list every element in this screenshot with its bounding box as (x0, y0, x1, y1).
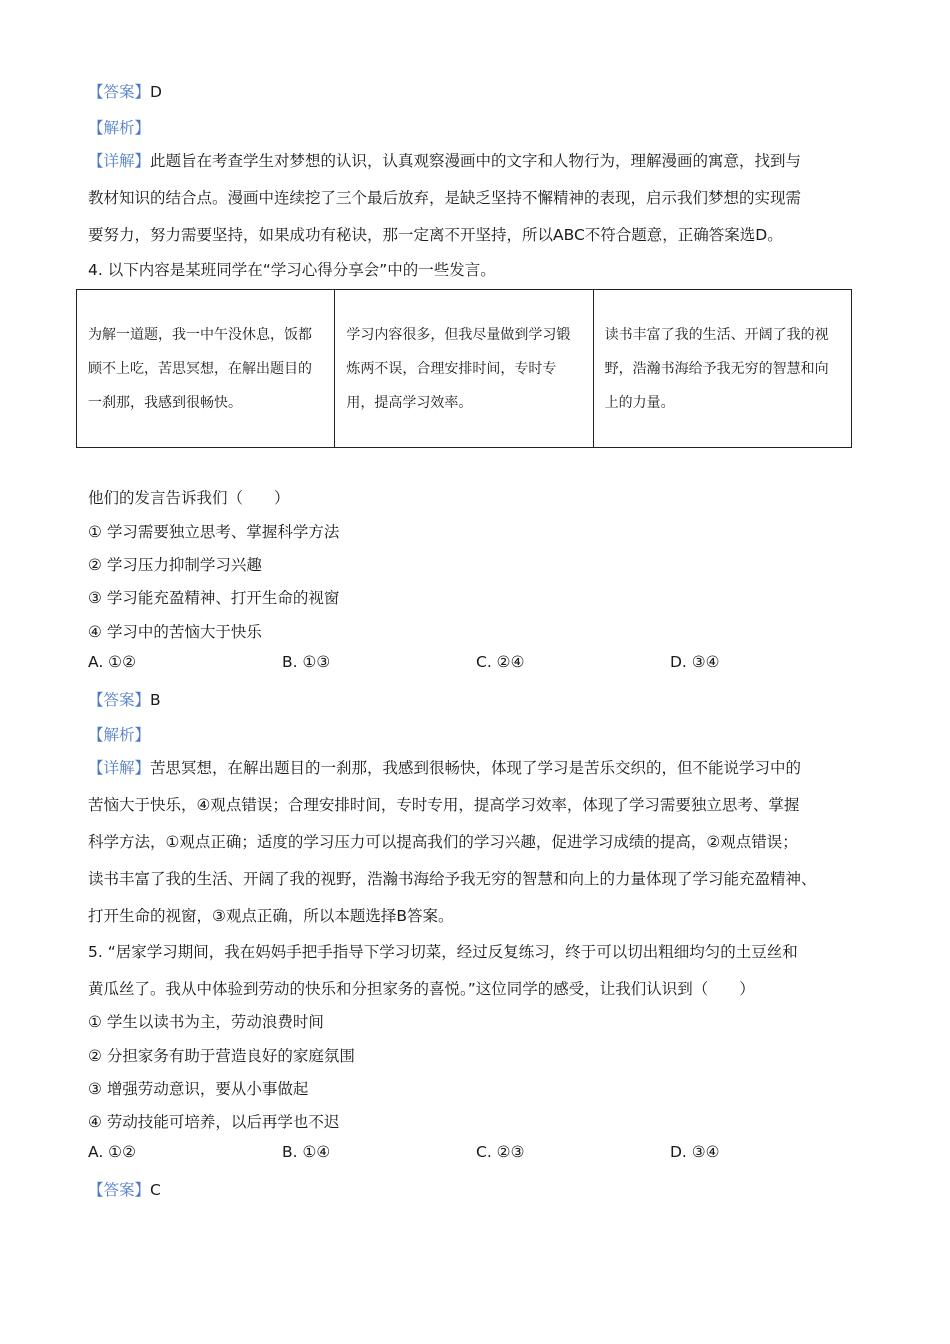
q3-detail-line: 要努力，努力需要坚持，如果成功有秘诀，那一定离不开坚持，所以ABC不符合题意，正确答案选D。 (88, 226, 783, 244)
detail-text: 此题旨在考查学生对梦想的认识，认真观察漫画中的文字和人物行为，理解漫画的寓意，找到与 (150, 152, 802, 170)
q4-statement: ① 学习需要独立思考、掌握科学方法 (88, 523, 340, 541)
q5-stem-line: 5. “居家学习期间，我在妈妈手把手指导下学习切菜，经过反复练习，终于可以切出粗细均匀的土豆丝和 (88, 943, 798, 961)
q5-statement: ① 学生以读书为主，劳动浪费时间 (88, 1013, 324, 1031)
q4-statement: ④ 学习中的苦恼大于快乐 (88, 623, 262, 641)
option-d[interactable]: D. ③④ (670, 1143, 720, 1161)
q3-answer (88, 80, 162, 102)
q4-quote-table (76, 289, 852, 448)
q4-detail-line: 苦恼大于快乐，④观点错误；合理安排时间，专时专用，提高学习效率，体现了学习需要独立思考、掌握 (88, 796, 800, 814)
q4-analysis-tag: 【解析】 (88, 726, 151, 744)
answer-value: C (150, 1181, 161, 1199)
option-c[interactable]: C. ②④ (476, 653, 525, 671)
q4-detail-line: 科学方法，①观点正确；适度的学习压力可以提高我们的学习兴趣，促进学习成绩的提高，②观点错误； (88, 833, 798, 851)
option-c[interactable]: C. ②③ (476, 1143, 525, 1161)
table-cell: 读书丰富了我的生活、开阔了我的视野，浩瀚书海给予我无穷的智慧和向上的力量。 (593, 290, 851, 448)
option-b[interactable]: B. ①④ (282, 1143, 331, 1161)
q4-statement: ② 学习压力抑制学习兴趣 (88, 556, 262, 574)
option-a[interactable]: A. ①② (88, 1143, 136, 1161)
answer-value: B (150, 691, 161, 709)
q5-stem-line: 黄瓜丝了。我从中体验到劳动的快乐和分担家务的喜悦。”这位同学的感受，让我们认识到（ ） (88, 980, 755, 998)
q4-answer (88, 688, 161, 710)
answer-tag: 【答案】 (88, 691, 151, 709)
detail-tag: 【详解】 (88, 759, 151, 777)
q4-detail-line: 打开生命的视窗，③观点正确，所以本题选择B答案。 (88, 907, 454, 925)
table-cell: 为解一道题，我一中午没休息，饭都顾不上吃，苦思冥想，在解出题目的一刹那，我感到很畅快。 (77, 290, 335, 448)
q5-statement: ③ 增强劳动意识，要从小事做起 (88, 1080, 309, 1098)
q4-detail-line: 读书丰富了我的生活、开阔了我的视野，浩瀚书海给予我无穷的智慧和向上的力量体现了学习能充盈精神、 (88, 870, 817, 888)
q3-detail-line (88, 149, 801, 171)
table-cell: 学习内容很多，但我尽量做到学习锻炼两不误，合理安排时间，专时专用，提高学习效率。 (335, 290, 593, 448)
q4-statement: ③ 学习能充盈精神、打开生命的视窗 (88, 589, 340, 607)
option-b[interactable]: B. ①③ (282, 653, 331, 671)
q4-question: 他们的发言告诉我们（ ） (88, 489, 290, 507)
q4-stem: 4. 以下内容是某班同学在“学习心得分享会”中的一些发言。 (88, 261, 496, 279)
detail-tag: 【详解】 (88, 152, 151, 170)
q5-answer (88, 1178, 161, 1200)
q3-analysis-tag: 【解析】 (88, 119, 151, 137)
option-a[interactable]: A. ①② (88, 653, 136, 671)
answer-tag: 【答案】 (88, 83, 151, 101)
q3-detail-line: 教材知识的结合点。漫画中连续挖了三个最后放弃，是缺乏坚持不懈精神的表现，启示我们梦想的实现需 (88, 189, 802, 207)
table-row (77, 290, 852, 448)
q4-detail-line (88, 756, 801, 778)
answer-value: D (150, 83, 162, 101)
answer-tag: 【答案】 (88, 1181, 151, 1199)
q5-statement: ④ 劳动技能可培养，以后再学也不迟 (88, 1113, 340, 1131)
option-d[interactable]: D. ③④ (670, 653, 720, 671)
detail-text: 苦思冥想，在解出题目的一刹那，我感到很畅快，体现了学习是苦乐交织的，但不能说学习中的 (150, 759, 802, 777)
q5-statement: ② 分担家务有助于营造良好的家庭氛围 (88, 1047, 355, 1065)
